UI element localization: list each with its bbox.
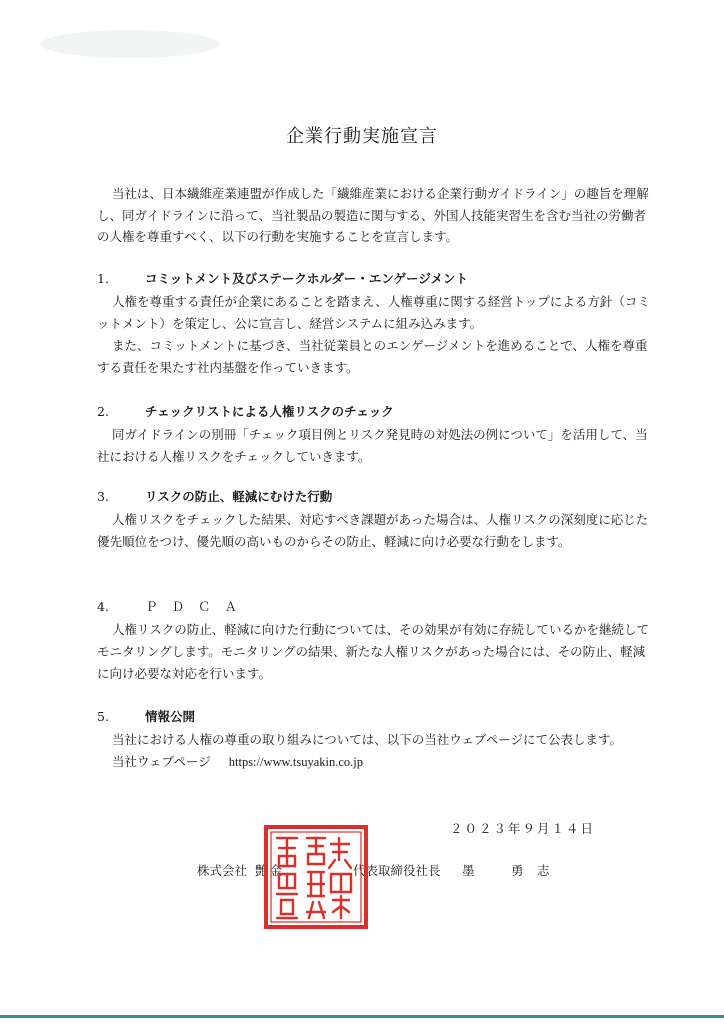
section-1-heading — [97, 269, 657, 289]
section-title: ＰＤＣＡ — [145, 599, 252, 614]
section-paragraph: 人権を尊重する責任が企業にあることを踏まえ、人権尊重に関する経営トップによる方針（コミットメント）を策定し、公に宣言し、経営システムに組み込みます。 — [97, 294, 650, 331]
company-seal-stamp — [261, 822, 371, 932]
section-number: 1. — [97, 271, 109, 286]
section-3-heading — [97, 487, 657, 507]
bottom-rule — [0, 1015, 724, 1018]
section-title: リスクの防止、軽減にむけた行動 — [145, 489, 333, 504]
position-title: 代表取締役社長 — [353, 863, 441, 878]
section-number: 3. — [97, 489, 109, 504]
intro-paragraph: 当社は、日本繊維産業連盟が作成した「繊維産業における企業行動ガイドライン」の趣旨を理解し、同ガイドラインに沿って、当社製品の製造に関与する、外国人技能実習生を含む当社の労働者の人権を尊重すべく、以下の行動を実施することを宣言します。 — [97, 186, 649, 244]
website-line — [97, 751, 657, 773]
section-5-heading — [97, 707, 657, 727]
website-link[interactable]: https://www.tsuyakin.co.jp — [228, 755, 364, 769]
section-title: 情報公開 — [145, 709, 196, 724]
section-paragraph: 人権リスクをチェックした結果、対応すべき課題があった場合は、人権リスクの深刻度に応じた優先順位をつけ、優先順の高いものからその防止、軽減に向け必要な行動をします。 — [97, 512, 649, 549]
section-2-heading — [97, 402, 657, 422]
document-date: ２０２３年９月１４日 — [450, 821, 596, 836]
section-3 — [97, 487, 657, 553]
section-paragraph: 同ガイドラインの別冊「チェック項目例とリスク発見時の対処法の例について」を活用して、当社における人権リスクをチェックしていきます。 — [97, 427, 648, 464]
ceo-given-name-2: 志 — [537, 863, 550, 878]
section-1 — [97, 269, 657, 379]
section-number: 5. — [97, 709, 109, 724]
section-title: コミットメント及びステークホルダー・エンゲージメント — [145, 271, 469, 286]
website-label: 当社ウェブページ — [112, 754, 211, 769]
section-paragraph: 当社における人権の尊重の取り組みについては、以下の当社ウェブページにて公表します。 — [112, 732, 623, 747]
section-2 — [97, 402, 657, 468]
section-number: 2. — [97, 404, 109, 419]
ceo-given-name-1: 勇 — [511, 863, 524, 878]
section-5 — [97, 707, 657, 773]
section-title: チェックリストによる人権リスクのチェック — [145, 404, 394, 419]
scan-smudge — [40, 30, 220, 58]
ceo-surname: 墨 — [462, 863, 475, 878]
company-label: 株式会社 — [197, 863, 248, 878]
company-name: 艶金 — [255, 863, 285, 878]
section-paragraph: また、コミットメントに基づき、当社従業員とのエンゲージメントを進めることで、人権を尊重する責任を果たす社内基盤を作っていきます。 — [97, 338, 648, 375]
document-title: 企業行動実施宣言 — [286, 126, 438, 147]
section-4 — [97, 597, 657, 685]
section-number: 4. — [97, 599, 109, 614]
section-4-heading — [97, 597, 657, 617]
section-paragraph: 人権リスクの防止、軽減に向けた行動については、その効果が有効に存続しているかを継続してモニタリングします。モニタリングの結果、新たな人権リスクがあった場合には、その防止、軽減に向け必要な対応を行います。 — [97, 622, 650, 681]
